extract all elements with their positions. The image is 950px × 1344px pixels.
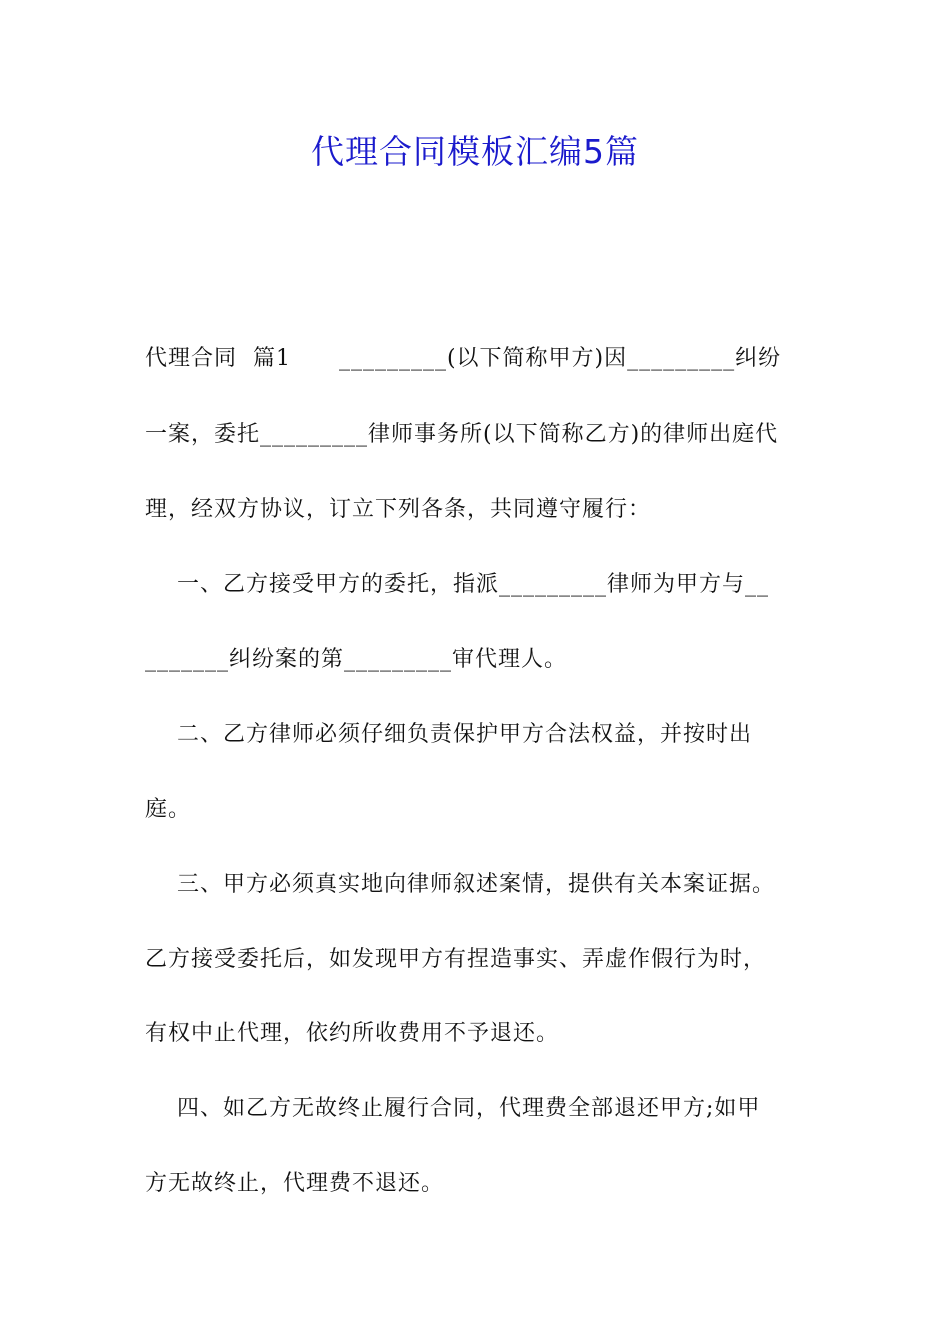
body-line: 有权中止代理，依约所收费用不予退还。 [145, 1021, 560, 1046]
body-line: 三、甲方必须真实地向律师叙述案情，提供有关本案证据。 [145, 872, 775, 897]
body-line: 一、乙方接受甲方的委托，指派_________律师为甲方与__ [145, 572, 769, 597]
body-line: 代理合同 篇1 _________(以下简称甲方)因_________纠纷 [145, 346, 782, 371]
document-title: 代理合同模板汇编5篇 [311, 132, 639, 171]
body-line: 一案，委托_________律师事务所(以下简称乙方)的律师出庭代 [145, 422, 779, 447]
body-line: _______纠纷案的第_________审代理人。 [145, 647, 568, 672]
body-line: 四、如乙方无故终止履行合同，代理费全部退还甲方;如甲 [145, 1096, 761, 1121]
body-line: 二、乙方律师必须仔细负责保护甲方合法权益，并按时出 [145, 722, 752, 747]
body-line: 理，经双方协议，订立下列各条，共同遵守履行： [145, 497, 652, 522]
body-line: 庭。 [145, 797, 192, 822]
body-line: 方无故终止，代理费不退还。 [145, 1171, 445, 1196]
body-line: 乙方接受委托后，如发现甲方有捏造事实、弄虚作假行为时， [145, 947, 767, 972]
